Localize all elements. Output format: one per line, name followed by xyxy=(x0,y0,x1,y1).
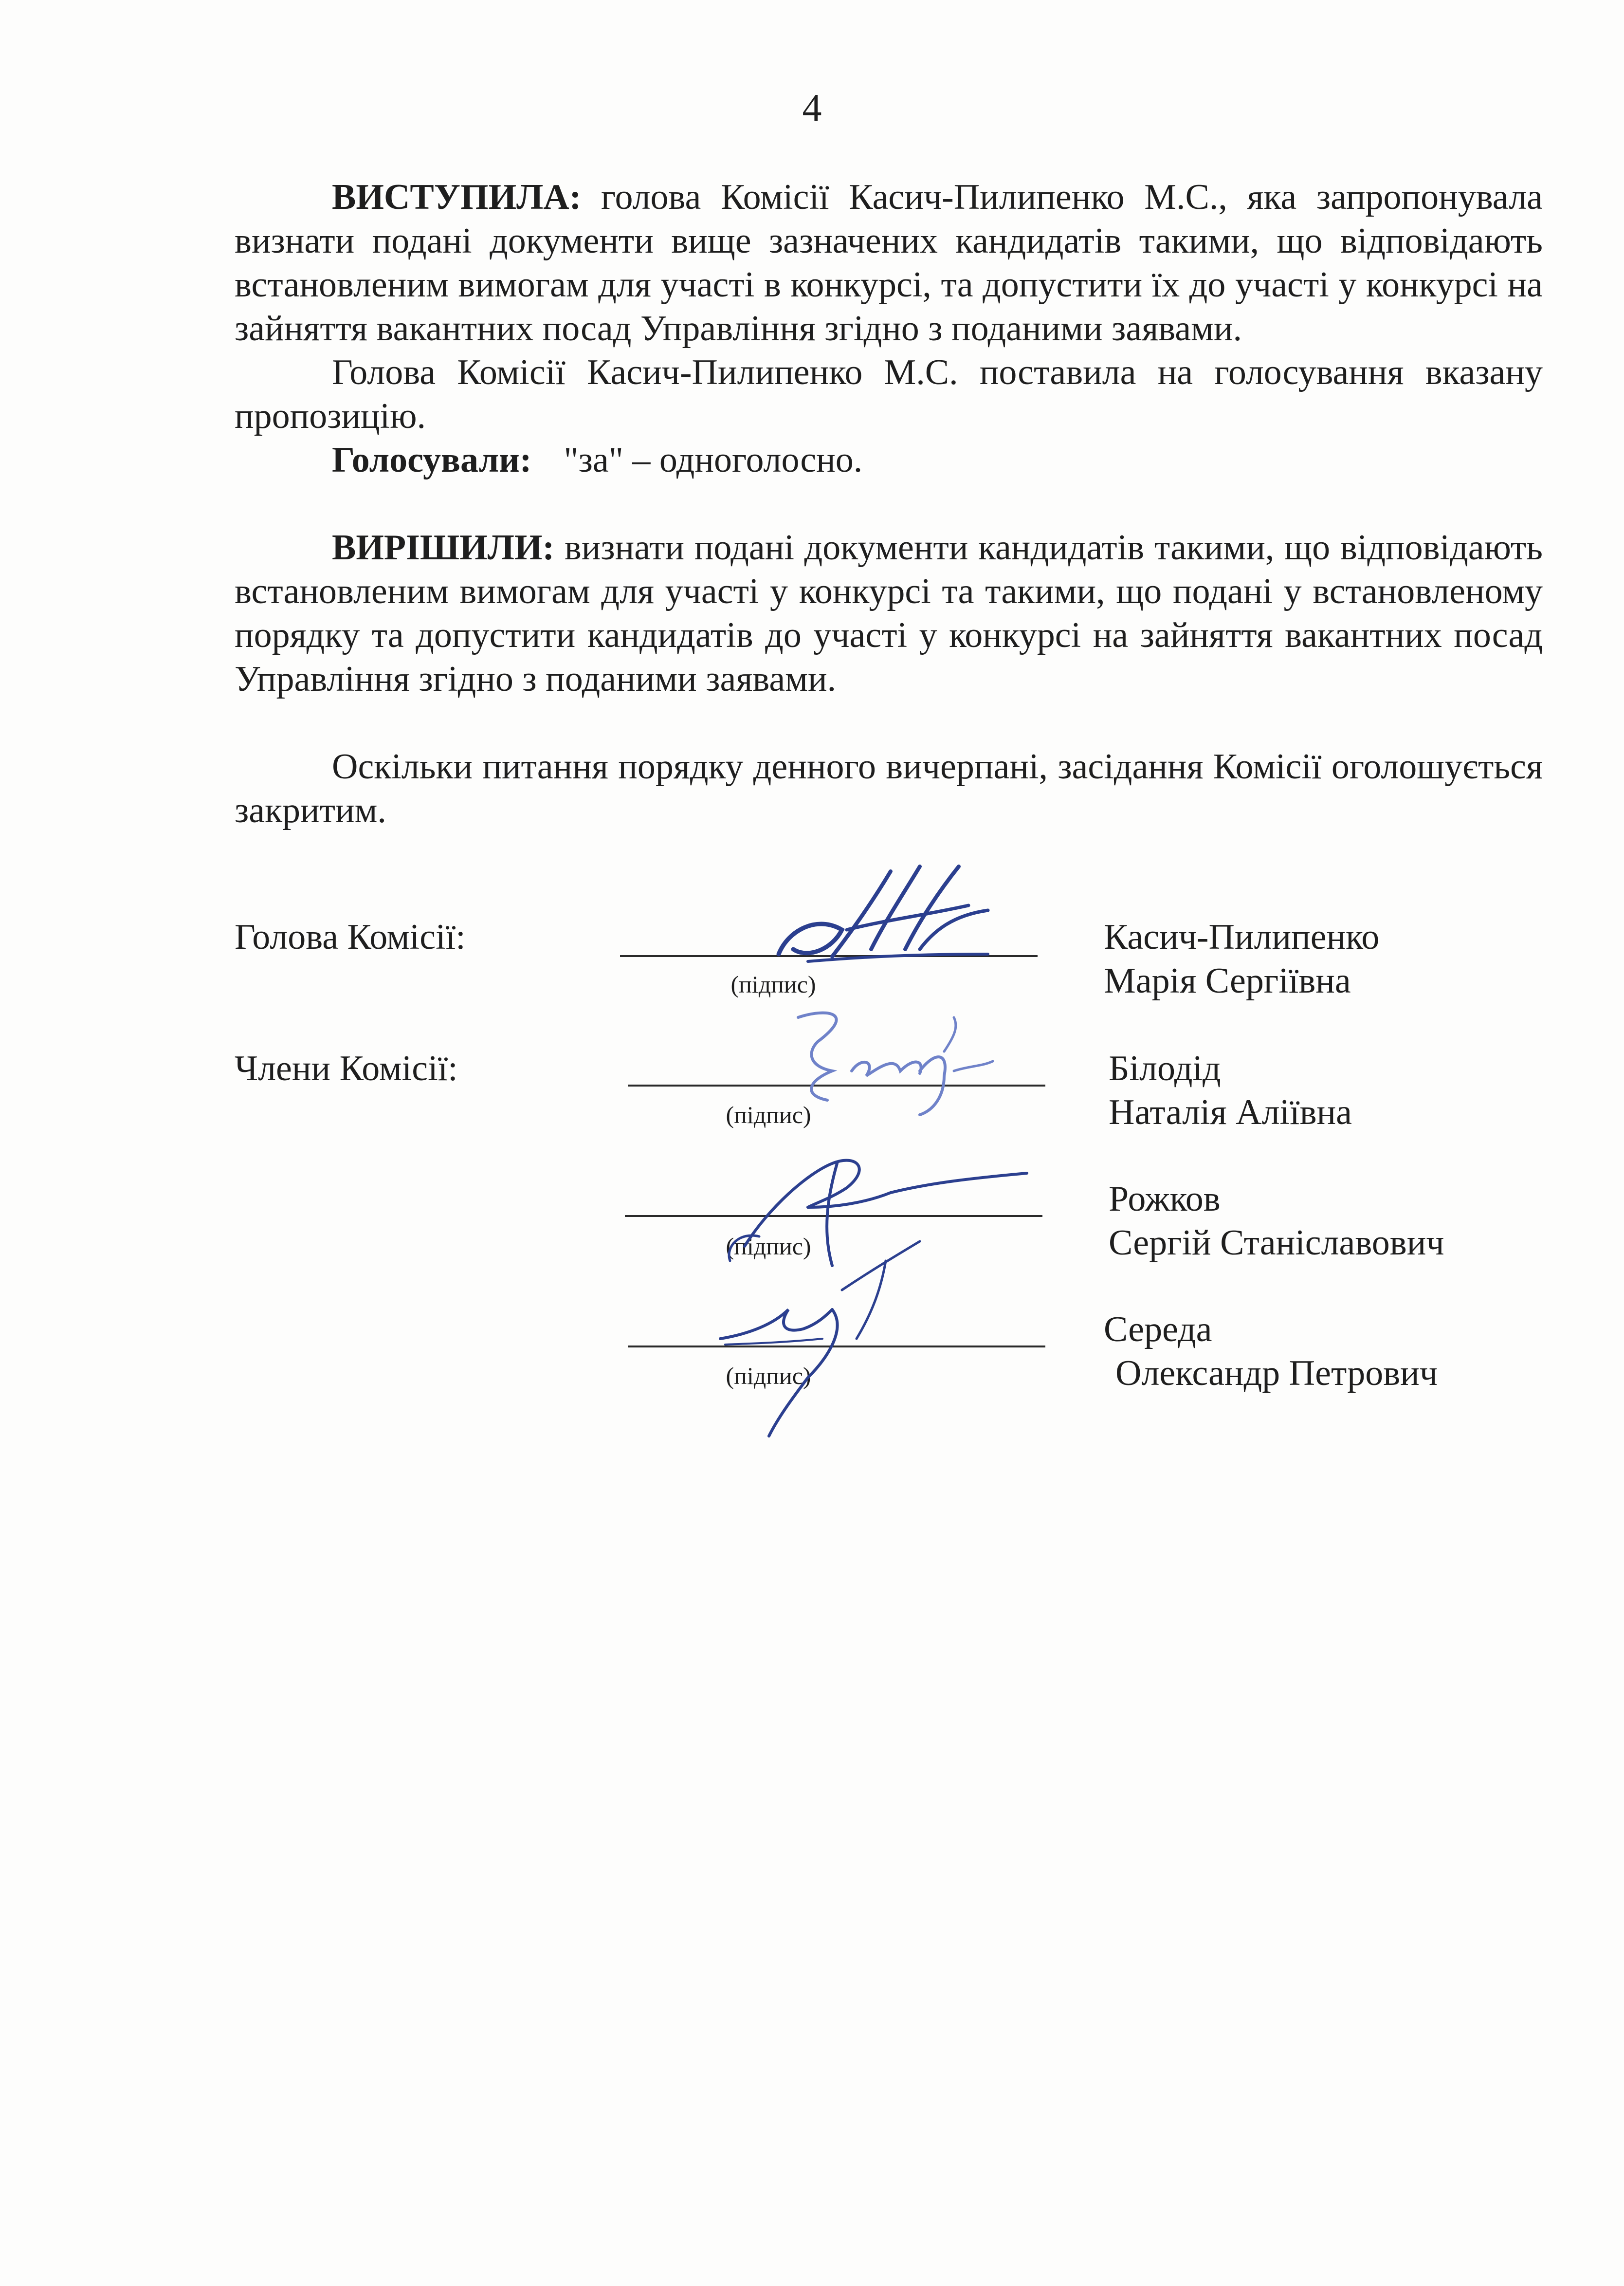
decision-text: визнати подані документи кандидатів такими, що відповідають встановленим вимогам для участі у конкурсі та такими, що подані у встановленому порядку та допустити кандидатів до участі у конкурсі на зайняття вакантних посад Управління згідно з поданими заявами. xyxy=(235,528,1543,699)
members-label: Члени Комісії: xyxy=(235,1049,458,1088)
page-number: 4 xyxy=(802,87,822,129)
decision-paragraph xyxy=(235,526,1543,701)
signer-surname: Рожков xyxy=(1109,1179,1221,1219)
handwritten-signature-chair xyxy=(759,857,1012,978)
handwritten-signature-member-3 xyxy=(711,1232,983,1441)
vote-label: Голосували: xyxy=(332,440,532,480)
signer-surname: Середа xyxy=(1104,1309,1212,1349)
decision-label: ВИРІШИЛИ: xyxy=(332,528,555,568)
closing-paragraph: Оскільки питання порядку денного вичерпані, засідання Комісії оголошується закритим. xyxy=(235,747,1543,830)
signer-surname: Касич-Пилипенко xyxy=(1104,917,1380,957)
signature-caption: (підпис) xyxy=(726,1233,811,1260)
signer-given-name: Марія Сергіївна xyxy=(1104,961,1351,1001)
speaker-paragraph xyxy=(235,175,1543,350)
signer-surname: Білодід xyxy=(1109,1049,1221,1088)
signer-given-name: Наталія Аліївна xyxy=(1109,1092,1352,1132)
vote-proposal-paragraph: Голова Комісії Касич-Пилипенко М.С. поставила на голосування вказану пропозицію. xyxy=(235,352,1543,436)
document-body xyxy=(235,175,1543,832)
vote-paragraph xyxy=(235,438,1543,482)
signature-caption: (підпис) xyxy=(726,1101,811,1128)
handwritten-signature-member-1 xyxy=(788,998,1003,1125)
vote-value: "за" – одноголосно. xyxy=(564,440,863,480)
signature-caption: (підпис) xyxy=(726,1362,811,1389)
chair-label: Голова Комісії: xyxy=(235,917,466,957)
signer-given-name: Сергій Станіславович xyxy=(1109,1223,1444,1263)
speaker-label: ВИСТУПИЛА: xyxy=(332,177,582,217)
signature-caption: (підпис) xyxy=(730,971,816,998)
signer-given-name: Олександр Петрович xyxy=(1115,1353,1438,1393)
speaker-text: голова Комісії Касич-Пилипенко М.С., яка запропонувала визнати подані документи вище зазначених кандидатів такими, що відповідають встановленим вимогам для участі в конкурсі, та допустити їх до участі у конкурсі на зайняття вакантних посад Управління згідно з поданими заявами. xyxy=(235,177,1543,349)
